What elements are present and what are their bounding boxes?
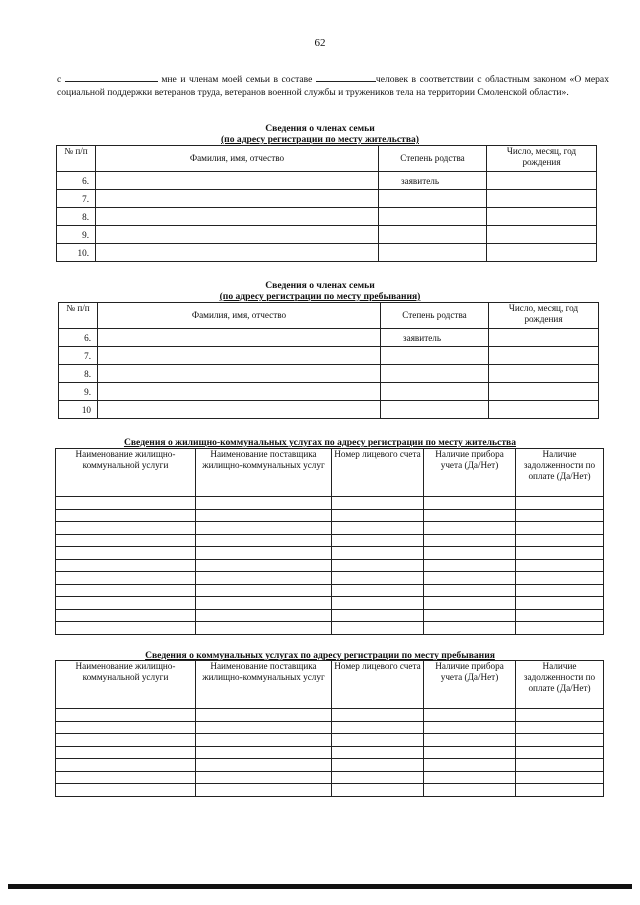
birthdate-cell[interactable]: [489, 383, 599, 401]
meter-cell[interactable]: [424, 497, 516, 510]
relation-cell[interactable]: заявитель: [381, 329, 489, 347]
meter-cell[interactable]: [424, 522, 516, 535]
table-row: [57, 244, 597, 262]
service-cell[interactable]: [56, 622, 196, 635]
relation-cell[interactable]: [379, 190, 487, 208]
supplier-cell[interactable]: [196, 734, 332, 747]
row-number: 8.: [59, 365, 98, 383]
table-header-row: [57, 146, 597, 172]
table-row: [57, 172, 597, 190]
supplier-cell[interactable]: [196, 559, 332, 572]
table-row: [57, 190, 597, 208]
table-row: [56, 721, 604, 734]
family-stay-heading: [0, 280, 640, 302]
service-cell[interactable]: [56, 609, 196, 622]
service-cell[interactable]: [56, 784, 196, 797]
col-meter-header: Наличие прибора учета (Да/Нет): [424, 661, 516, 709]
relation-cell[interactable]: заявитель: [379, 172, 487, 190]
meter-cell[interactable]: [424, 597, 516, 610]
birthdate-cell[interactable]: [489, 365, 599, 383]
debt-cell[interactable]: [516, 509, 604, 522]
table-row: [56, 534, 604, 547]
supplier-cell[interactable]: [196, 609, 332, 622]
table-row: [56, 572, 604, 585]
debt-cell[interactable]: [516, 522, 604, 535]
debt-cell[interactable]: [516, 746, 604, 759]
utilities-residence-heading: [0, 437, 640, 448]
fio-cell[interactable]: [96, 208, 379, 226]
table-row: [56, 597, 604, 610]
row-number: 9.: [59, 383, 98, 401]
col-debt-header: Наличие задолженности по оплате (Да/Нет): [516, 661, 604, 709]
relation-cell[interactable]: [381, 401, 489, 419]
service-cell[interactable]: [56, 534, 196, 547]
meter-cell[interactable]: [424, 746, 516, 759]
account-cell[interactable]: [332, 497, 424, 510]
service-cell[interactable]: [56, 559, 196, 572]
table-row: [56, 559, 604, 572]
debt-cell[interactable]: [516, 609, 604, 622]
debt-cell[interactable]: [516, 497, 604, 510]
service-cell[interactable]: [56, 509, 196, 522]
meter-cell[interactable]: [424, 734, 516, 747]
debt-cell[interactable]: [516, 784, 604, 797]
birthdate-cell[interactable]: [487, 208, 597, 226]
col-relation-header: Степень родства: [379, 146, 487, 172]
table-row: [59, 365, 599, 383]
meter-cell[interactable]: [424, 784, 516, 797]
table-row: [56, 497, 604, 510]
col-service-header: Наименование жилищно-коммунальной услуги: [56, 449, 196, 497]
family-stay-title: Сведения о членах семьи: [265, 280, 375, 291]
family-residence-heading: [0, 123, 640, 145]
fio-cell[interactable]: [96, 244, 379, 262]
account-cell[interactable]: [332, 759, 424, 772]
meter-cell[interactable]: [424, 572, 516, 585]
meter-cell[interactable]: [424, 559, 516, 572]
row-number: 6.: [59, 329, 98, 347]
meter-cell[interactable]: [424, 509, 516, 522]
col-birthdate-header: Число, месяц, год рождения: [487, 146, 597, 172]
supplier-cell[interactable]: [196, 746, 332, 759]
col-number-header: № п/п: [59, 303, 98, 329]
intro-text-3: человек в соответствии с областным законом «О мерах социальной поддержки ветеранов труда, ветеранов военной службы и тружеников тела на территории Смоленской области».: [57, 74, 609, 98]
supplier-cell[interactable]: [196, 584, 332, 597]
fio-cell[interactable]: [98, 401, 381, 419]
relation-cell[interactable]: [381, 365, 489, 383]
table-row: [59, 329, 599, 347]
birthdate-cell[interactable]: [487, 190, 597, 208]
meter-cell[interactable]: [424, 709, 516, 722]
account-cell[interactable]: [332, 609, 424, 622]
table-row: [56, 622, 604, 635]
family-residence-title: Сведения о членах семьи: [265, 123, 375, 134]
meter-cell[interactable]: [424, 771, 516, 784]
supplier-cell[interactable]: [196, 771, 332, 784]
family-residence-subtitle: (по адресу регистрации по месту жительства): [220, 134, 419, 145]
relation-cell[interactable]: [381, 347, 489, 365]
account-cell[interactable]: [332, 734, 424, 747]
meter-cell[interactable]: [424, 534, 516, 547]
table-row: [59, 383, 599, 401]
supplier-cell[interactable]: [196, 721, 332, 734]
fio-cell[interactable]: [98, 347, 381, 365]
col-meter-header: Наличие прибора учета (Да/Нет): [424, 449, 516, 497]
table-row: [56, 709, 604, 722]
family-residence-table: [56, 145, 597, 262]
account-cell[interactable]: [332, 784, 424, 797]
fio-cell[interactable]: [98, 383, 381, 401]
col-fio-header: Фамилия, имя, отчество: [96, 146, 379, 172]
account-cell[interactable]: [332, 746, 424, 759]
debt-cell[interactable]: [516, 547, 604, 560]
meter-cell[interactable]: [424, 622, 516, 635]
table-row: [56, 746, 604, 759]
table-header-row: [56, 449, 604, 497]
supplier-cell[interactable]: [196, 572, 332, 585]
account-cell[interactable]: [332, 771, 424, 784]
service-cell[interactable]: [56, 572, 196, 585]
col-supplier-header: Наименование поставщика жилищно-коммунальных услуг: [196, 449, 332, 497]
table-row: [56, 547, 604, 560]
meter-cell[interactable]: [424, 547, 516, 560]
debt-cell[interactable]: [516, 622, 604, 635]
supplier-cell[interactable]: [196, 759, 332, 772]
account-cell[interactable]: [332, 559, 424, 572]
account-cell[interactable]: [332, 709, 424, 722]
table-row: [56, 522, 604, 535]
table-row: [56, 609, 604, 622]
family-stay-subtitle: (по адресу регистрации по месту пребывания): [219, 291, 421, 302]
table-row: [56, 509, 604, 522]
account-cell[interactable]: [332, 534, 424, 547]
account-cell[interactable]: [332, 572, 424, 585]
table-row: [56, 784, 604, 797]
service-cell[interactable]: [56, 497, 196, 510]
period-blank-field[interactable]: [65, 72, 158, 82]
supplier-cell[interactable]: [196, 622, 332, 635]
fio-cell[interactable]: [96, 190, 379, 208]
intro-text-2: мне и членам моей семьи в составе: [161, 74, 313, 85]
table-row: [59, 401, 599, 419]
service-cell[interactable]: [56, 709, 196, 722]
account-cell[interactable]: [332, 721, 424, 734]
utilities-stay-title: Сведения о коммунальных услугах по адресу регистрации по месту пребывания: [145, 650, 495, 661]
service-cell[interactable]: [56, 734, 196, 747]
table-row: [57, 208, 597, 226]
col-number-header: № п/п: [57, 146, 96, 172]
service-cell[interactable]: [56, 721, 196, 734]
supplier-cell[interactable]: [196, 509, 332, 522]
utilities-stay-table: [55, 660, 604, 797]
service-cell[interactable]: [56, 746, 196, 759]
fio-cell[interactable]: [98, 365, 381, 383]
supplier-cell[interactable]: [196, 547, 332, 560]
fio-cell[interactable]: [96, 226, 379, 244]
col-service-header: Наименование жилищно-коммунальной услуги: [56, 661, 196, 709]
debt-cell[interactable]: [516, 771, 604, 784]
col-debt-header: Наличие задолженности по оплате (Да/Нет): [516, 449, 604, 497]
row-number: 6.: [57, 172, 96, 190]
page-number: 62: [314, 37, 326, 49]
row-number: 9.: [57, 226, 96, 244]
account-cell[interactable]: [332, 522, 424, 535]
account-cell[interactable]: [332, 584, 424, 597]
supplier-cell[interactable]: [196, 709, 332, 722]
account-cell[interactable]: [332, 509, 424, 522]
row-number: 10.: [57, 244, 96, 262]
col-birthdate-header: Число, месяц, год рождения: [489, 303, 599, 329]
fio-cell[interactable]: [98, 329, 381, 347]
service-cell[interactable]: [56, 771, 196, 784]
debt-cell[interactable]: [516, 721, 604, 734]
service-cell[interactable]: [56, 759, 196, 772]
birthdate-cell[interactable]: [489, 347, 599, 365]
meter-cell[interactable]: [424, 609, 516, 622]
col-account-header: Номер лицевого счета: [332, 449, 424, 497]
supplier-cell[interactable]: [196, 597, 332, 610]
table-row: [56, 734, 604, 747]
table-row: [59, 347, 599, 365]
debt-cell[interactable]: [516, 559, 604, 572]
service-cell[interactable]: [56, 522, 196, 535]
birthdate-cell[interactable]: [487, 226, 597, 244]
table-row: [56, 771, 604, 784]
supplier-cell[interactable]: [196, 534, 332, 547]
supplier-cell[interactable]: [196, 784, 332, 797]
family-stay-table: [58, 302, 599, 419]
row-number: 8.: [57, 208, 96, 226]
col-relation-header: Степень родства: [381, 303, 489, 329]
account-cell[interactable]: [332, 547, 424, 560]
relation-cell[interactable]: [379, 226, 487, 244]
intro-paragraph: [57, 72, 609, 99]
account-cell[interactable]: [332, 597, 424, 610]
meter-cell[interactable]: [424, 721, 516, 734]
account-cell[interactable]: [332, 622, 424, 635]
meter-cell[interactable]: [424, 759, 516, 772]
table-row: [56, 584, 604, 597]
row-number: 7.: [59, 347, 98, 365]
birthdate-cell[interactable]: [487, 244, 597, 262]
family-size-blank-field[interactable]: [316, 72, 376, 82]
relation-cell[interactable]: [379, 244, 487, 262]
birthdate-cell[interactable]: [487, 172, 597, 190]
debt-cell[interactable]: [516, 597, 604, 610]
table-row: [56, 759, 604, 772]
col-fio-header: Фамилия, имя, отчество: [98, 303, 381, 329]
service-cell[interactable]: [56, 547, 196, 560]
debt-cell[interactable]: [516, 584, 604, 597]
debt-cell[interactable]: [516, 572, 604, 585]
utilities-residence-title: Сведения о жилищно-коммунальных услугах по адресу регистрации по месту жительства: [123, 437, 517, 448]
bottom-rule: [8, 884, 632, 889]
utilities-residence-table: [55, 448, 604, 635]
table-row: [57, 226, 597, 244]
debt-cell[interactable]: [516, 734, 604, 747]
table-header-row: [56, 661, 604, 709]
row-number: 7.: [57, 190, 96, 208]
relation-cell[interactable]: [381, 383, 489, 401]
birthdate-cell[interactable]: [489, 329, 599, 347]
table-header-row: [59, 303, 599, 329]
meter-cell[interactable]: [424, 584, 516, 597]
row-number: 10: [59, 401, 98, 419]
intro-text-1: с: [57, 74, 62, 85]
col-supplier-header: Наименование поставщика жилищно-коммунальных услуг: [196, 661, 332, 709]
birthdate-cell[interactable]: [489, 401, 599, 419]
debt-cell[interactable]: [516, 709, 604, 722]
service-cell[interactable]: [56, 584, 196, 597]
service-cell[interactable]: [56, 597, 196, 610]
debt-cell[interactable]: [516, 534, 604, 547]
supplier-cell[interactable]: [196, 497, 332, 510]
col-account-header: Номер лицевого счета: [332, 661, 424, 709]
fio-cell[interactable]: [96, 172, 379, 190]
debt-cell[interactable]: [516, 759, 604, 772]
relation-cell[interactable]: [379, 208, 487, 226]
supplier-cell[interactable]: [196, 522, 332, 535]
